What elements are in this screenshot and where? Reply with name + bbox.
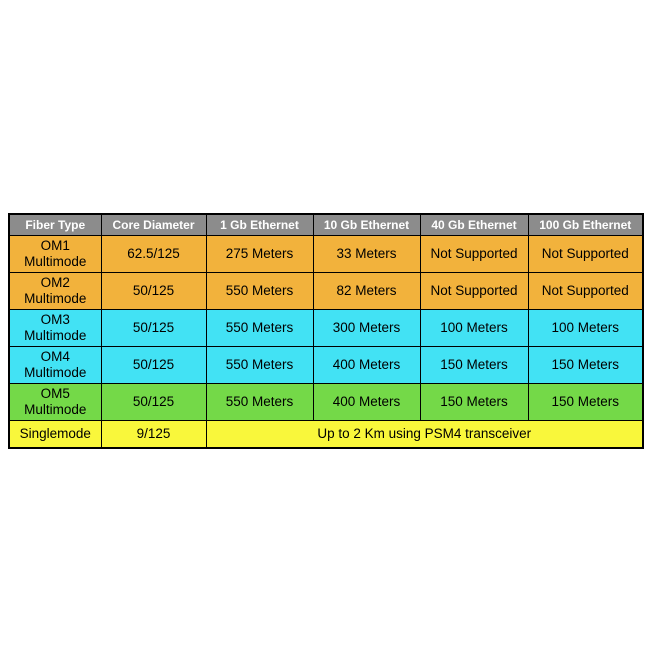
- distance-10gb-cell: 33 Meters: [313, 236, 420, 273]
- distance-100gb-cell: Not Supported: [528, 236, 643, 273]
- table-row-om2: [9, 273, 643, 310]
- fiber-mode: Multimode: [24, 254, 87, 269]
- distance-100gb-cell: Not Supported: [528, 273, 643, 310]
- header-row: [9, 214, 643, 236]
- distance-10gb-cell: 400 Meters: [313, 384, 420, 421]
- fiber-type-cell: [9, 236, 101, 273]
- core-diameter-cell: 9/125: [101, 421, 206, 449]
- fiber-type-name: OM5: [40, 386, 70, 401]
- singlemode-note-cell: Up to 2 Km using PSM4 transceiver: [206, 421, 643, 449]
- distance-100gb-cell: 150 Meters: [528, 384, 643, 421]
- distance-1gb-cell: 550 Meters: [206, 310, 313, 347]
- distance-100gb-cell: 150 Meters: [528, 347, 643, 384]
- column-header-1gb-ethernet: 1 Gb Ethernet: [206, 214, 313, 236]
- table-row-om1: [9, 236, 643, 273]
- fiber-mode: Multimode: [24, 328, 87, 343]
- distance-1gb-cell: 550 Meters: [206, 347, 313, 384]
- core-diameter-cell: 50/125: [101, 384, 206, 421]
- distance-40gb-cell: Not Supported: [420, 273, 528, 310]
- distance-1gb-cell: 550 Meters: [206, 273, 313, 310]
- column-header-core-diameter: Core Diameter: [101, 214, 206, 236]
- column-header-100gb-ethernet: 100 Gb Ethernet: [528, 214, 643, 236]
- table-row-singlemode: [9, 421, 643, 449]
- distance-1gb-cell: 550 Meters: [206, 384, 313, 421]
- fiber-type-name: OM2: [40, 275, 70, 290]
- core-diameter-cell: 50/125: [101, 273, 206, 310]
- fiber-type-cell: Singlemode: [9, 421, 101, 449]
- distance-10gb-cell: 300 Meters: [313, 310, 420, 347]
- fiber-type-cell: [9, 347, 101, 384]
- distance-1gb-cell: 275 Meters: [206, 236, 313, 273]
- fiber-spec-table: [8, 213, 642, 449]
- table-row-om5: [9, 384, 643, 421]
- fiber-type-cell: [9, 273, 101, 310]
- column-header-fiber-type: Fiber Type: [9, 214, 101, 236]
- distance-40gb-cell: 150 Meters: [420, 347, 528, 384]
- distance-40gb-cell: 100 Meters: [420, 310, 528, 347]
- core-diameter-cell: 62.5/125: [101, 236, 206, 273]
- table-row-om3: [9, 310, 643, 347]
- distance-40gb-cell: 150 Meters: [420, 384, 528, 421]
- fiber-type-name: OM4: [40, 349, 70, 364]
- distance-40gb-cell: Not Supported: [420, 236, 528, 273]
- core-diameter-cell: 50/125: [101, 347, 206, 384]
- fiber-type-name: OM3: [40, 312, 70, 327]
- distance-10gb-cell: 82 Meters: [313, 273, 420, 310]
- table-row-om4: [9, 347, 643, 384]
- fiber-table: [8, 213, 644, 449]
- column-header-10gb-ethernet: 10 Gb Ethernet: [313, 214, 420, 236]
- column-header-40gb-ethernet: 40 Gb Ethernet: [420, 214, 528, 236]
- distance-100gb-cell: 100 Meters: [528, 310, 643, 347]
- core-diameter-cell: 50/125: [101, 310, 206, 347]
- fiber-type-cell: [9, 384, 101, 421]
- fiber-type-name: OM1: [40, 238, 70, 253]
- fiber-mode: Multimode: [24, 365, 87, 380]
- fiber-mode: Multimode: [24, 291, 87, 306]
- distance-10gb-cell: 400 Meters: [313, 347, 420, 384]
- fiber-mode: Multimode: [24, 402, 87, 417]
- fiber-type-cell: [9, 310, 101, 347]
